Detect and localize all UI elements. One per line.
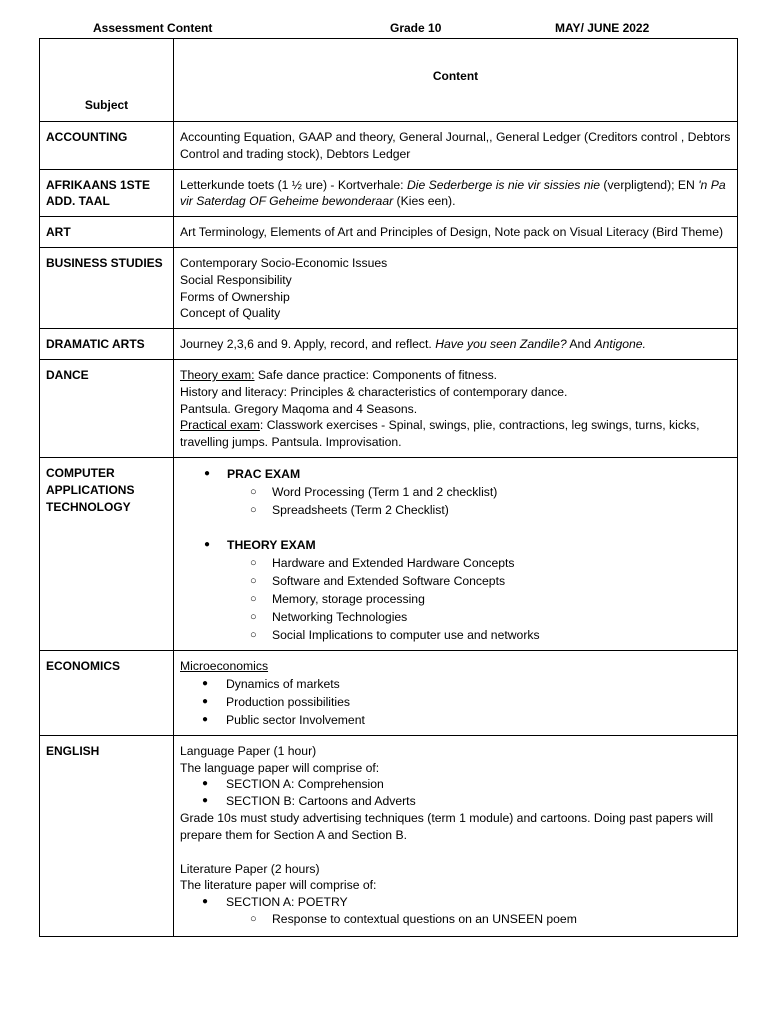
list-item: ● Production possibilities xyxy=(180,693,731,711)
list-item: ○ Response to contextual questions on an UNSEEN poem xyxy=(180,911,731,928)
list-item: ● SECTION B: Cartoons and Adverts xyxy=(180,793,731,810)
list-item: Concept of Quality xyxy=(180,306,281,321)
list-item: ● SECTION A: POETRY xyxy=(180,894,731,911)
list-item: ● Dynamics of markets xyxy=(180,675,731,693)
content-business-studies xyxy=(174,247,738,328)
afrikaans-title-2: 'n Pa vir Saterdag OF Geheime bewonderaar xyxy=(180,177,726,209)
spacer xyxy=(180,519,731,536)
dramatic-arts-text-2: And xyxy=(566,337,595,352)
table-row-english xyxy=(40,735,738,936)
dance-theory-label: Theory exam: xyxy=(180,367,255,382)
content-accounting: Accounting Equation, GAAP and theory, General Journal,, General Ledger (Creditors control , Debtors Control and trading stock), Debtors Ledger xyxy=(174,122,738,170)
dramatic-arts-title-1: Have you seen Zandile? xyxy=(435,337,567,352)
subject-afrikaans xyxy=(40,169,174,217)
table-row-business-studies xyxy=(40,247,738,328)
list-item: Forms of Ownership xyxy=(180,289,290,304)
subject-accounting: ACCOUNTING xyxy=(40,122,174,170)
cat-prac-exam-heading: ● PRAC EXAM xyxy=(180,465,731,483)
list-item: Social Responsibility xyxy=(180,272,292,287)
assessment-table xyxy=(39,38,738,937)
dance-practical-text: : Classwork exercises - Spinal, swings, plie, contractions, leg swings, turns, kicks, travelling jumps. Pantsula. Improvisation. xyxy=(180,418,700,450)
english-language-paper-title: Language Paper (1 hour) xyxy=(180,743,317,758)
list-item: ○ Networking Technologies xyxy=(180,608,731,626)
afrikaans-title-1: Die Sederberge is nie vir sissies nie xyxy=(406,177,601,192)
english-language-paper-intro: The language paper will comprise of: xyxy=(180,760,380,775)
subject-cat-line2: APPLICATIONS xyxy=(46,482,135,497)
header-grade: Grade 10 xyxy=(390,21,442,35)
subject-afrikaans-line1: AFRIKAANS 1STE xyxy=(46,177,151,192)
afrikaans-text-1: Letterkunde toets (1 ½ ure) - Kortverhale: xyxy=(180,177,407,192)
dance-pantsula-line: Pantsula. Gregory Maqoma and 4 Seasons. xyxy=(180,401,418,416)
subject-dance: DANCE xyxy=(40,359,174,457)
content-column-header: Content xyxy=(174,39,738,122)
economics-heading: Microeconomics xyxy=(180,658,269,673)
content-afrikaans xyxy=(174,169,738,217)
subject-dramatic-arts: DRAMATIC ARTS xyxy=(40,329,174,360)
dance-theory-line xyxy=(180,367,731,384)
list-item: Contemporary Socio-Economic Issues xyxy=(180,255,388,270)
subject-cat xyxy=(40,457,174,650)
content-cat xyxy=(174,457,738,650)
list-item: ○ Spreadsheets (Term 2 Checklist) xyxy=(180,501,731,519)
dramatic-arts-title-2: Antigone. xyxy=(594,337,646,352)
content-art: Art Terminology, Elements of Art and Principles of Design, Note pack on Visual Literacy (Bird Theme) xyxy=(174,217,738,248)
list-item: ● SECTION A: Comprehension xyxy=(180,776,731,793)
table-row-dance xyxy=(40,359,738,457)
list-item: ○ Word Processing (Term 1 and 2 checklist) xyxy=(180,483,731,501)
table-row-art xyxy=(40,217,738,248)
english-language-note: Grade 10s must study advertising techniques (term 1 module) and cartoons. Doing past papers will prepare them for Section A and Section B. xyxy=(180,810,714,842)
dance-practical-line xyxy=(180,417,731,451)
list-item: ● Public sector Involvement xyxy=(180,711,731,729)
cat-theory-exam-heading: ● THEORY EXAM xyxy=(180,536,731,554)
english-literature-paper-intro: The literature paper will comprise of: xyxy=(180,878,377,893)
subject-economics: ECONOMICS xyxy=(40,650,174,735)
table-row-accounting xyxy=(40,122,738,170)
table-row-economics xyxy=(40,650,738,735)
header-date: MAY/ JUNE 2022 xyxy=(555,21,650,35)
list-item: ○ Memory, storage processing xyxy=(180,590,731,608)
subject-cat-line3: TECHNOLOGY xyxy=(46,499,131,514)
list-item: ○ Hardware and Extended Hardware Concepts xyxy=(180,554,731,572)
afrikaans-text-2: (verpligtend); EN xyxy=(600,177,699,192)
list-item: ○ Social Implications to computer use and networks xyxy=(180,626,731,644)
table-row-dramatic-arts xyxy=(40,329,738,360)
table-row-afrikaans xyxy=(40,169,738,217)
page-header xyxy=(0,21,768,37)
spacer xyxy=(180,844,731,861)
dance-theory-text: Safe dance practice: Components of fitness. xyxy=(254,367,498,382)
header-title: Assessment Content xyxy=(93,21,213,35)
content-dance xyxy=(174,359,738,457)
dramatic-arts-text-1: Journey 2,3,6 and 9. Apply, record, and reflect. xyxy=(180,337,436,352)
content-dramatic-arts xyxy=(174,329,738,360)
table-header-row xyxy=(40,39,738,122)
list-item: ○ Software and Extended Software Concepts xyxy=(180,572,731,590)
dance-practical-label: Practical exam xyxy=(180,418,260,433)
subject-column-header: Subject xyxy=(40,39,174,122)
subject-english: ENGLISH xyxy=(40,735,174,936)
content-economics xyxy=(174,650,738,735)
subject-business-studies: BUSINESS STUDIES xyxy=(40,247,174,328)
english-literature-paper-title: Literature Paper (2 hours) xyxy=(180,861,320,876)
content-english xyxy=(174,735,738,936)
dance-history-line: History and literacy: Principles & characteristics of contemporary dance. xyxy=(180,384,568,399)
subject-afrikaans-line2: ADD. TAAL xyxy=(46,194,110,209)
subject-cat-line1: COMPUTER xyxy=(46,465,115,480)
subject-art: ART xyxy=(40,217,174,248)
afrikaans-text-3: (Kies een). xyxy=(393,194,456,209)
table-row-cat xyxy=(40,457,738,650)
